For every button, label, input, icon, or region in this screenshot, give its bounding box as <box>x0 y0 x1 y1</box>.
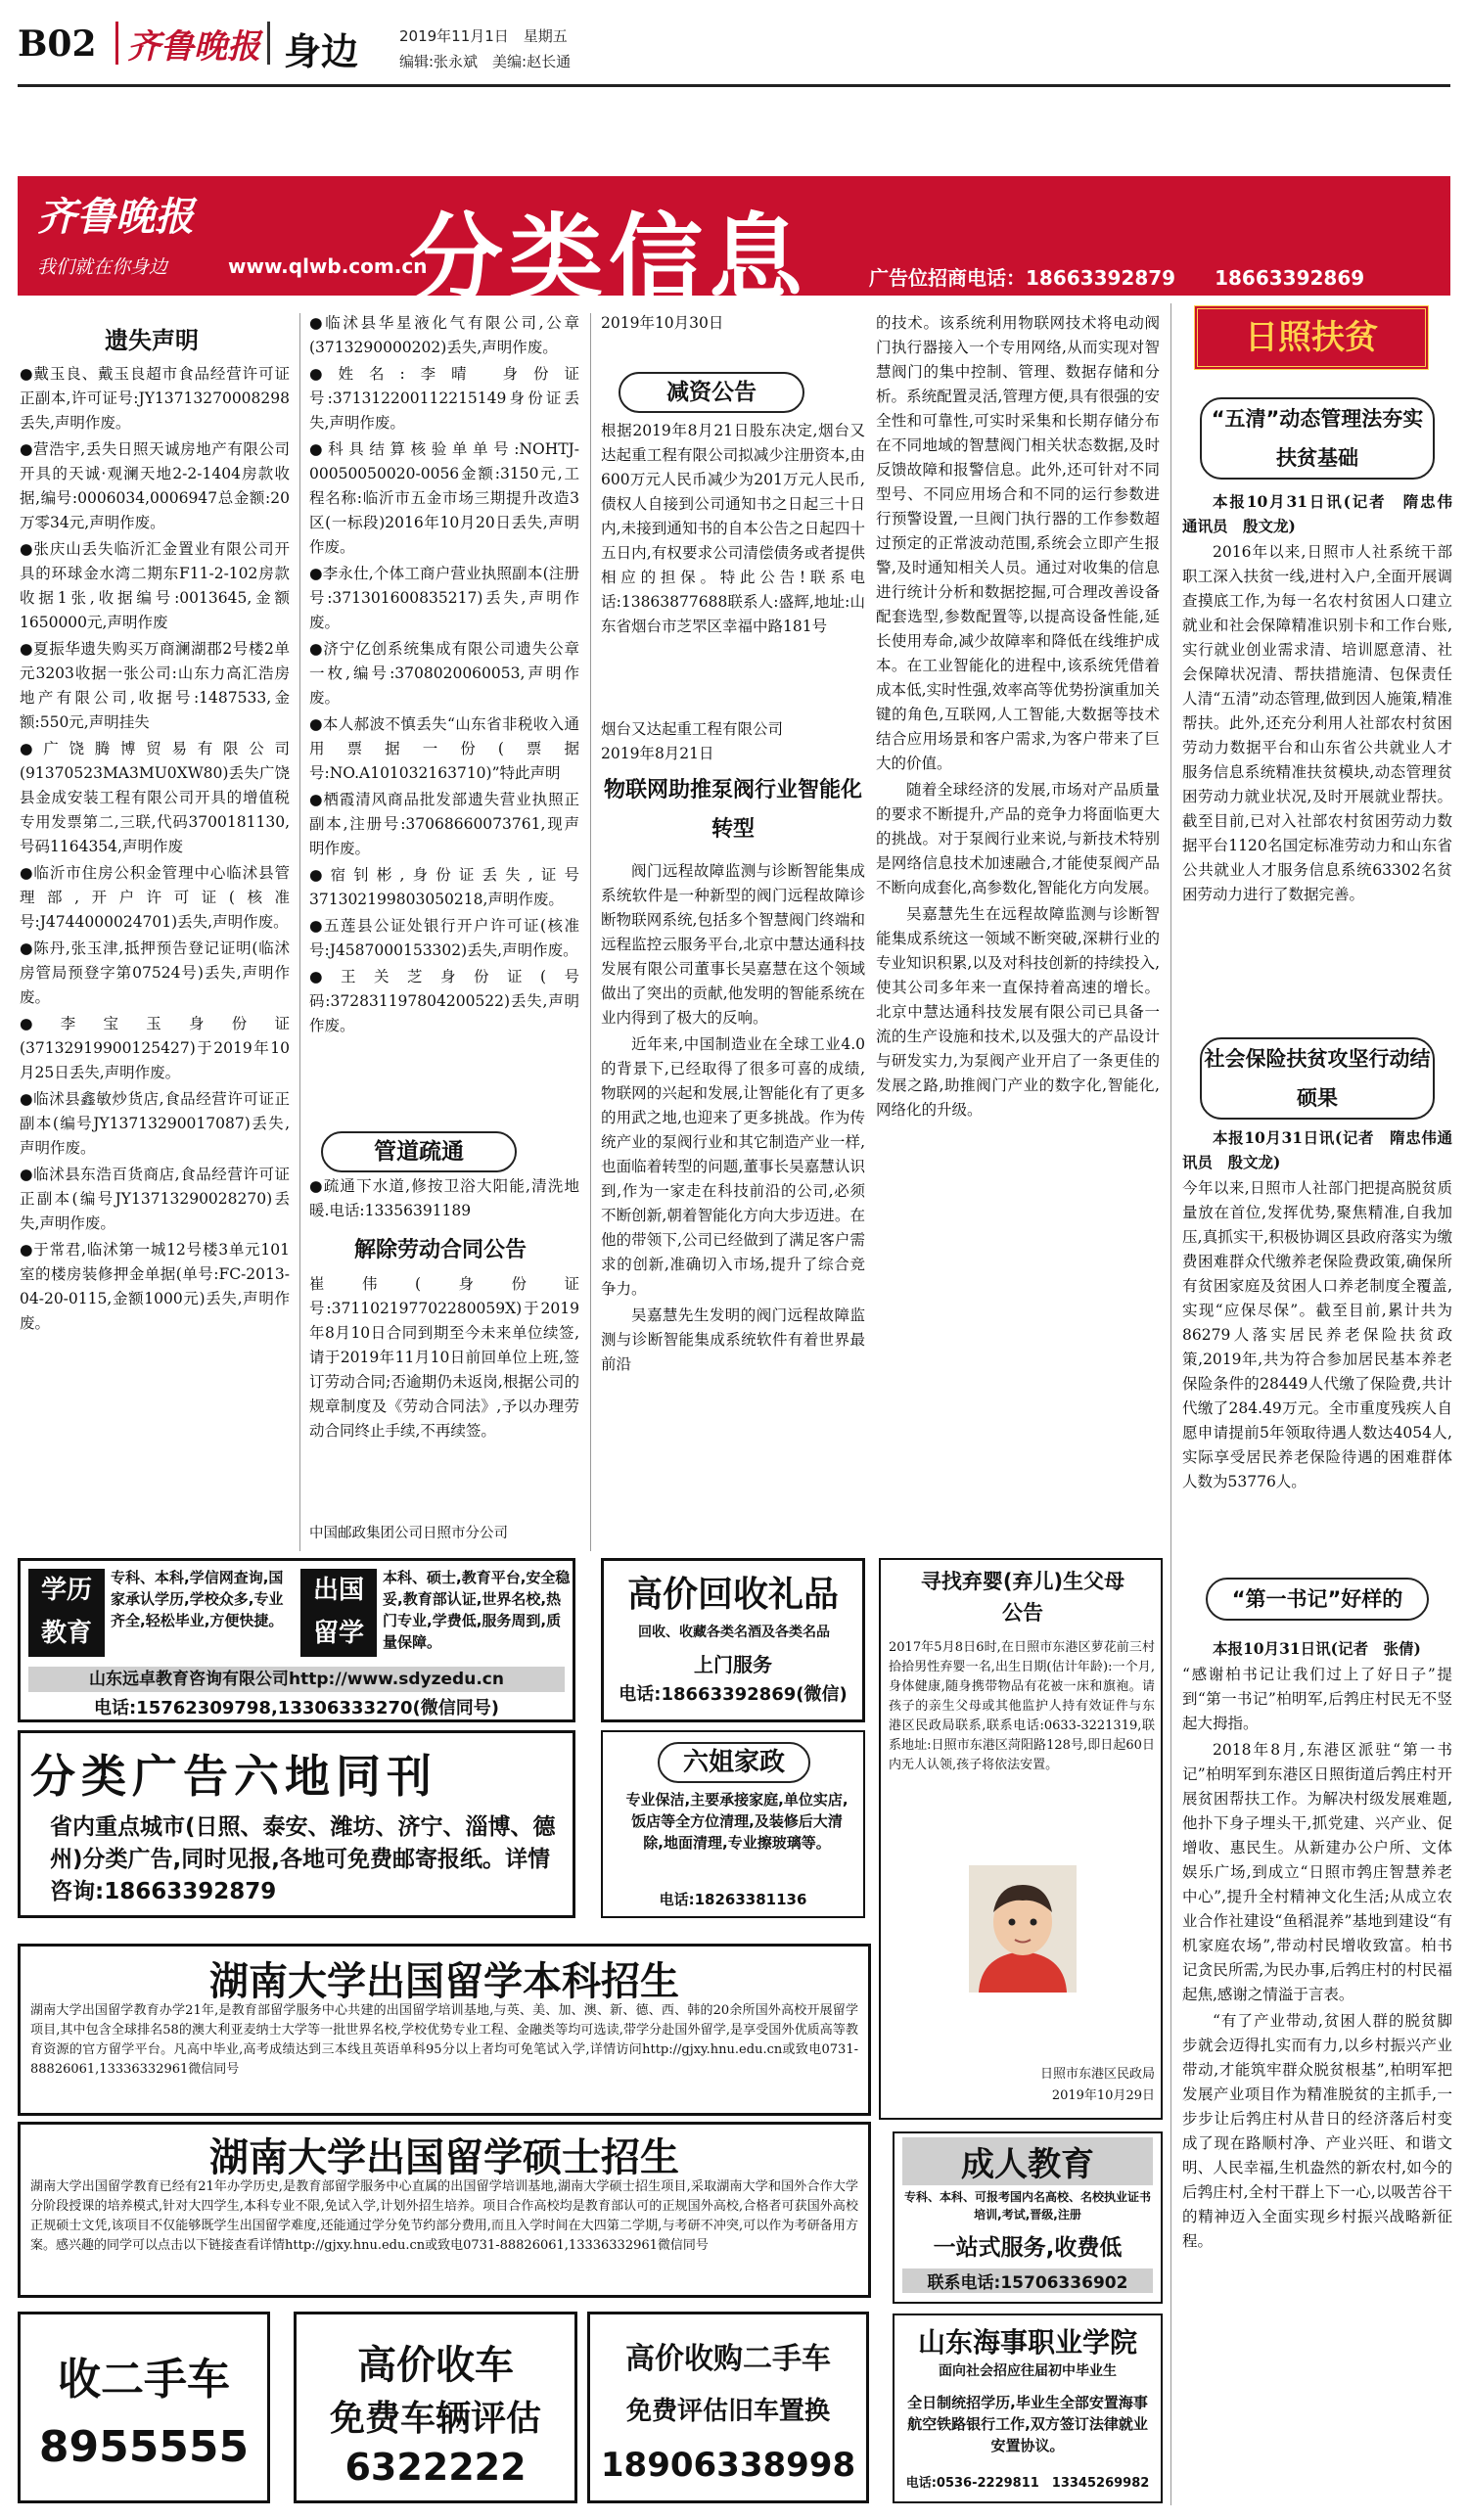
reduce-capital-signer: 烟台又达起重工程有限公司 <box>601 720 784 738</box>
adult-edu-phone: 联系电话:15706336902 <box>902 2268 1153 2293</box>
page-header <box>0 0 1468 78</box>
reduce-capital-heading: 减资公告 <box>619 372 804 413</box>
used-car-sub: 免费评估旧车置换 <box>625 2397 830 2426</box>
pipe-heading: 管道疏通 <box>321 1131 517 1172</box>
edu-phone: 电话:15762309798,13306333270(微信同号) <box>93 1698 500 1718</box>
edu-label-1: 学历 <box>40 1576 92 1605</box>
iot-paragraph: 吴嘉慧先生发明的阀门远程故障监测与诊断智能集成系统软件有着世界最前沿 <box>601 1306 865 1373</box>
used-car-phone: 18906338998 <box>600 2446 856 2485</box>
notice-item: ●于常君,临沭第一城12号楼3单元101室的楼房装修押金单据(单号:FC-2013-04-20-0115,金额1000元)丢失,声明作废。 <box>20 1241 290 1332</box>
banner-contact: 广告位招商电话：18663392879 18663392869 <box>869 266 1365 290</box>
article-body: “有了产业带动,贫困人群的脱贫脚步就会迈得扎实而有力,以乡村振兴产业带动,才能筑牢群众脱贫根基”,柏明军把发展产业项目作为精准脱贫的主抓手,一步步让后鹁庄村从昔日的经济落后村变成了现在路顺村净、产业兴旺、和谐文明、人民幸福,生机盎然的新农村,如今的后鹁庄村,全村干群上下一心,以吸苦谷干的精神迈入全面实现乡村振兴战略新征程。 <box>1182 2012 1452 2250</box>
six-cities-ad <box>18 1730 575 1918</box>
reduce-capital-text: 根据2019年8月21日股东决定,烟台又达起重工程有限公司拟减少注册资本,由600万元人民币减少为201万元人民币,债权人自接到公司通知书之日起三十日内,未接到通知书的自本公告之日起四十五日内,有权要求公司清偿债务或者提供相应的担保。特此公告!联系电话:13863877688联系人:盛辉,地址:山东省烟台市芝罘区幸福中路181号 <box>601 422 865 635</box>
article-2 <box>1182 1125 1452 1576</box>
notice-item: ●营浩宇,丢失日照天诚房地产有限公司开具的天诚·观澜天地2-2-1404房款收据,编号:0006034,0006947总金额:20万零34元,声明作废。 <box>20 440 290 531</box>
marine-college-sub: 面向社会招应往届初中毕业生 <box>939 2363 1117 2379</box>
iot-heading: 物联网助推泵阀行业智能化转型 <box>603 778 862 842</box>
edu-company: 山东远卓教育咨询有限公司http://www.sdyzedu.cn <box>28 1667 565 1692</box>
lost-notice-heading: 遗失声明 <box>105 327 199 354</box>
iot-paragraph: 阀门远程故障监测与诊断智能集成系统软件是一种新型的阀门远程故障诊断物联网系统,包括多个智慧阀门终端和远程监控云服务平台,北京中慧达通科技发展有限公司董事长吴嘉慧在这个领域做出了突出的贡献,他发明的智能系统在业内得到了极大的反响。 <box>601 862 865 1027</box>
article-body: 2016年以来,日照市人社系统干部职工深入扶贫一线,进村入户,全面开展调查摸底工作,为每一名农村贫困人口建立就业和社会保障精准识别卡和工作台账,实行就业创业需求清、培训愿意清、社会保障状况清、帮扶措施清、包保责任人清“五清”动态管理,做到因人施策,精准帮扶。此外,还充分利用人社部农村贫困劳动力数据平台和山东省公共就业人才服务信息系统精准扶贫模块,动态管理贫困劳动力就业状况,及时开展就业帮扶。截至目前,已对入社部农村贫困劳动力数据平台1120名国定标准劳动力和山东省公共就业人才服务信息系统63302名贫困劳动力进行了数据完善。 <box>1182 543 1452 903</box>
study-abroad-label <box>300 1569 377 1657</box>
hunan-master-text: 湖南大学出国留学教育已经有21年办学历史,是教育部留学服务中心直属的出国留学培训基地,湖南大学硕士招生项目,采取湖南大学和国外合作大学分阶段授课的培养模式,针对大四学生,本科专业不限,免试入学,计划外招生培养。项目合作高校均是教育部认可的正规国外高校,合格者可获国外高校正规硕士文凭,该项目不仅能够既学生出国留学难度,还能通过学分免节约部分费用,而且入学时间在大四第二学期,与考研不冲突,可以作为考研备用方案。感兴趣的同学可以点击以下链接查看详情http://gjxy.hnu.edu.cn或致电0731-88826061,13336332961微信同号 <box>30 2179 858 2253</box>
pipe-text: ●疏通下水道,修按卫浴大阳能,清洗地暖.电话:13356391189 <box>309 1177 579 1219</box>
adult-edu-tagline: 一站式服务,收费低 <box>933 2235 1123 2261</box>
notice-item: ●夏振华遗失购买万商澜湖郡2号楼2单元3203收据一张公司:山东力高汇浩房地产有限公司,收据号:1487533,金额:550元,声明挂失 <box>20 640 290 731</box>
used-car-ad-2 <box>294 2312 577 2503</box>
notice-item: ●临沂市住房公积金管理中心临沭县管理部,开户许可证(核准号:J4744000024701)丢失,声明作废。 <box>20 864 290 931</box>
used-car-sub: 免费车辆评估 <box>329 2399 541 2439</box>
hunan-undergrad-ad <box>18 1944 871 2116</box>
notice-item: ●临沭县东浩百货商店,食品经营许可证正副本(编号JY13713290028270)丢失,声明作废。 <box>20 1166 290 1232</box>
gift-text: 回收、收藏各类名酒及各类名品 <box>638 1625 830 1640</box>
edu-label <box>28 1569 105 1657</box>
adult-education-ad <box>893 2131 1163 2304</box>
article-body: “感谢柏书记让我们过上了好日子”提到“第一书记”柏明军,后鹁庄村民无不竖起大拇指。 <box>1182 1666 1452 1732</box>
notice-item: ●科具结算核验单单号:NOHTJ-00050050020-0056金额:3150元,工程名称:临沂市五金市场三期提升改造3区(一标段)2016年10月20日丢失,声明作废。 <box>309 440 579 556</box>
notice-item: ●王关芝身份证(号码:372831197804200522)丢失,声明作废。 <box>309 968 579 1034</box>
study-abroad-label-1: 出国 <box>312 1576 364 1605</box>
abandoned-text: 2017年5月8日6时,在日照市东港区萝花前三村拾拾男性弃婴一名,出生日期(估计年龄):一个月,身体健康,随身携带物品有花被一床和旗袍。请孩子的亲生父母或其他监护人持有效证件与东港区民政局联系,联系电话:0633-3221319,联系地址:日照市东港区菏阳路128号,即日起60日内无人认领,孩子将依法安置。 <box>889 1640 1155 1772</box>
six-cities-text: 省内重点城市(日照、泰安、潍坊、济宁、淄博、德州)分类广告,同时见报,各地可免费邮寄报纸。详情咨询:18663392879 <box>50 1814 556 1904</box>
banner-title: 分类信息 <box>409 204 808 313</box>
iot-paragraph: 吴嘉慧先生在远程故障监测与诊断智能集成系统这一领域不断突破,深耕行业的专业知识积累,以及对科技创新的持续投入,使其公司多年来一直保持着高速的增长。北京中慧达通科技发展有限公司已具备一流的生产设施和技术,以及强大的产品设计与研发实力,为泵阀产业开启了一条更佳的发展之路,助推阀门产业的数字化,智能化,网络化的升级。 <box>876 905 1160 1119</box>
housekeeping-phone: 电话:18263381136 <box>659 1891 807 1908</box>
byline: 本报10月31日讯(记者 隋忠伟通讯员 殷文龙) <box>1182 1128 1452 1171</box>
header-rule <box>18 84 1450 87</box>
notice-item: ●临沭县华星液化气有限公司,公章(3713290000202)丢失,声明作废。 <box>309 314 579 356</box>
used-car-ad-3 <box>587 2312 869 2503</box>
abandoned-date: 2019年10月29日 <box>1051 2088 1155 2103</box>
notice-item: ●栖霞清风商品批发部遗失营业执照正副本,注册号:37068660073761,现声明作废。 <box>309 791 579 857</box>
notice-item: ●五莲县公证处银行开户许可证(核准号:J4587000153302)丢失,声明作废。 <box>309 917 579 959</box>
page-number: B02 <box>18 23 97 65</box>
abandoned-child-notice <box>879 1558 1163 2120</box>
notice-date: 2019年10月30日 <box>601 314 724 332</box>
gift-service: 上门服务 <box>694 1653 772 1676</box>
education-ad <box>18 1558 575 1722</box>
housekeeping-text: 专业保洁,主要承接家庭,单位实店,饭店等全方位清理,及装修后大清除,地面清理,专业擦玻璃等。 <box>625 1791 849 1852</box>
banner-logo: 齐鲁晚报 <box>37 194 194 240</box>
notice-item: ●张庆山丢失临沂汇金置业有限公司开具的环球金水湾二期东F11-2-102房款收据1张,收据编号:0013645,金额1650000元,声明作废 <box>20 540 290 631</box>
marine-college-phone: 电话:0536-2229811 13345269982 <box>905 2476 1150 2491</box>
byline: 本报10月31日讯(记者 隋忠伟 通讯员 殷文龙) <box>1182 492 1468 535</box>
used-car-title: 收二手车 <box>58 2355 230 2405</box>
article-heading: 社会保险扶贫攻坚行动结硕果 <box>1200 1037 1435 1120</box>
poverty-badge: 日照扶贫 <box>1194 305 1429 370</box>
notice-item: ●李永仕,个体工商户营业执照副本(注册号:371301600835217)丢失,声明作废。 <box>309 565 579 631</box>
article-heading: “第一书记”好样的 <box>1206 1578 1429 1621</box>
section-name: 身边 <box>284 30 359 73</box>
housekeeping-title: 六姐家政 <box>658 1742 810 1783</box>
iot-article-continued <box>876 311 1160 1549</box>
reduce-capital-date: 2019年8月21日 <box>601 745 714 762</box>
article-body: 2018年8月,东港区派驻“第一书记”柏明军到东港区日照街道后鹁庄村开展贫困帮扶工作。为解决村级发展难题,他扑下身子埋头干,抓党建、兴产业、促增收、惠民生。从新建办公户所、文体娱乐广场,到成立“日照市鹁庄智慧养老中心”,提升全村精神文化生活;从成立农业合作社建设“鱼稻混养”基地到建设“有机家庭农场”,带动村民增收致富。柏书记贪民所需,为民办事,后鹁庄村的村民福起焦,感谢之情溢于言表。 <box>1182 1741 1452 2003</box>
child-photo <box>969 1865 1077 1993</box>
marine-college-text: 全日制统招学历,毕业生全部安置海事航空铁路银行工作,双方签订法律就业安置协议。 <box>907 2394 1148 2454</box>
byline: 本报10月31日讯(记者 张倩) <box>1213 1639 1421 1658</box>
study-abroad-label-2: 留学 <box>312 1619 364 1648</box>
article-3 <box>1182 1636 1452 2505</box>
housekeeping-ad <box>601 1730 865 1918</box>
issue-meta <box>399 23 571 74</box>
notice-item: ●临沭县鑫敏炒货店,食品经营许可证正副本(编号JY13713290017087)丢失,声明作废。 <box>20 1090 290 1157</box>
iot-paragraph: 近年来,中国制造业在全球工业4.0的背景下,已经取得了很多可喜的成绩,物联网的兴起和发展,让智能化有了更多的用武之地,也迎来了更多挑战。作为传统产业的泵阀行业和其它制造产业一样,也面临着转型的问题,董事长吴嘉慧认识到,作为一家走在科技前沿的公司,必须不断创新,朝着智能化方向大步迈进。在他的带领下,公司已经做到了满足客户需求的创新,准确切入市场,提升了综合竞争力。 <box>601 1035 865 1298</box>
used-car-phone: 6322222 <box>344 2446 527 2489</box>
column-rule <box>299 313 300 1551</box>
section-banner <box>18 176 1450 313</box>
marine-college-ad <box>893 2314 1163 2503</box>
iot-article <box>601 859 865 1549</box>
contract-heading: 解除劳动合同公告 <box>353 1238 527 1262</box>
iot-paragraph: 的技术。该系统利用物联网技术将电动阀门执行器接入一个专用网络,从而实现对智慧阀门的集中控制、管理、数据存储和分析。系统配置灵活,管理方便,具有很强的安全性和可靠性,可实时采集和长期存储分布在不同地域的智慧阀门相关状态数据,及时反馈故障和报警信息。此外,还可针对不同型号、不同应用场合和不同的运行参数进行预警设置,一旦阀门执行器的工作参数超过预定的正常波动范围,系统会立即产生报警,及时通知相关人员。通过对收集的信息进行统计分析和数据挖掘,可合理改善设备配套选型,参数配置等,以提高设备性能,延长使用寿命,减少故障率和降低在线维护成本。在工业智能化的进程中,该系统凭借着成本低,实时性强,效率高等优势扮演重加关键的角色,互联网,人工智能,大数据等技术结合应用场景和客户需求,为客户带来了巨大的价值。 <box>876 314 1160 772</box>
hunan-master-title: 湖南大学出国留学硕士招生 <box>209 2135 679 2180</box>
divider <box>267 22 270 65</box>
divider <box>115 22 118 65</box>
notice-item: ●广饶腾博贸易有限公司(91370523MA3MU0XW80)丢失广饶县金成安装工程有限公司开具的增值税专用发票第二,三联,代码3700181130,号码1164354,声明作废 <box>20 740 290 855</box>
used-car-ad-1 <box>18 2312 270 2503</box>
notice-item: ●姓名:李晴 身份证号:371312200112215149身份证丢失,声明作废。 <box>309 365 579 432</box>
column-rule <box>1170 303 1171 2505</box>
used-car-title: 高价收车 <box>357 2343 514 2388</box>
newspaper-name: 齐鲁晚报 <box>127 27 260 67</box>
lost-notice-list <box>20 362 290 1551</box>
notice-item: ●戴玉良、戴玉良超市食品经营许可证正副本,许可证号:JY13713270008298丢失,声明作废。 <box>20 365 290 432</box>
column-rule <box>590 313 591 1551</box>
contract-text: 崔伟(身份证号:371102197702280059X)于2019年8月10日合同到期至今未来单位续签,请于2019年11月10日前回单位上班,签订劳动合同;否逾期仍未返岗,根据公司的规章制度及《劳动合同法》,予以办理劳动合同终止手续,不再续签。 <box>309 1275 579 1440</box>
contract-signer: 中国邮政集团公司日照市分公司 <box>309 1526 508 1541</box>
adult-edu-text: 专科、本科、可报考国内名高校、名校执业证书培训,考试,晋级,注册 <box>903 2190 1151 2222</box>
banner-url: www.qlwb.com.cn <box>228 254 428 278</box>
six-cities-title: 分类广告六地同刊 <box>30 1750 437 1803</box>
lost-notice-list-2 <box>309 311 579 1123</box>
adult-edu-title: 成人教育 <box>902 2137 1153 2185</box>
gift-recycling-ad <box>601 1558 865 1722</box>
used-car-phone: 8955555 <box>38 2422 250 2472</box>
used-car-title: 高价收购二手车 <box>625 2342 831 2376</box>
article-body: 今年以来,日照市人社部门把提高脱贫质量放在首位,发挥优势,聚焦精准,自我加压,真抓实干,积极协调区县政府落实为缴费困难群众代缴养老保险费政策,确保所有贫困家庭及贫困人口养老制度全覆盖,实现“应保尽保”。截至目前,累计共为86279人落实居民养老保险扶贫政策,2019年,共为符合参加居民基本养老保险条件的28449人代缴了保险费,共计代缴了284.49万元。全市重度残疾人自愿申请提前5年领取待遇人数达4054人,实际享受居民养老保险待遇的困难群体人数为53776人。 <box>1182 1179 1452 1490</box>
editors: 编辑:张永斌 美编:赵长通 <box>399 53 572 70</box>
notice-item: ●济宁亿创系统集成有限公司遗失公章一枚,编号:3708020060053,声明作废。 <box>309 640 579 707</box>
issue-date: 2019年11月1日 星期五 <box>399 27 568 45</box>
abandoned-signer: 日照市东港区民政局 <box>1039 2067 1155 2082</box>
edu-text: 专科、本科,学信网查询,国家承认学历,学校众多,专业齐全,轻松毕业,方便快捷。 <box>111 1569 284 1629</box>
notice-item: ●本人郝波不慎丢失“山东省非税收入通用票据一份(票据号:NO.A101032163710)”特此声明 <box>309 715 579 782</box>
notice-item: ●宿钊彬,身份证丢失,证号371302199803050218,声明作废。 <box>309 866 579 908</box>
child-photo-image <box>969 1865 1077 1993</box>
hunan-master-ad <box>18 2122 871 2298</box>
gift-phone: 电话:18663392869(微信) <box>619 1684 848 1705</box>
hunan-undergrad-title: 湖南大学出国留学本科招生 <box>209 1959 679 2004</box>
article-heading: “五清”动态管理法夯实扶贫基础 <box>1200 397 1435 480</box>
banner-slogan: 我们就在你身边 <box>37 256 168 278</box>
notice-item: ●李宝玉身份证(37132919900125427)于2019年10月25日丢失,声明作废。 <box>20 1015 290 1081</box>
hunan-undergrad-text: 湖南大学出国留学教育办学21年,是教育部留学服务中心共建的出国留学培训基地,与英、美、加、澳、新、德、西、韩的20余所国外高校开展留学项目,其中包含全球排名58的澳大利亚麦纳士大学等一批世界名校,学校优势专业工程、金融类等均可选读,带学分赴国外留学,是享受国外优质高等教育资源的官方留学平台。凡高中毕业,高考成绩达到三本线且英语单科95分以上者均可免笔试入学,详情访问http://gjxy.hnu.edu.cn或致电0731-88826061,13336332961微信同号 <box>30 2003 858 2077</box>
marine-college-title: 山东海事职业学院 <box>917 2326 1137 2359</box>
edu-label-2: 教育 <box>40 1619 92 1648</box>
notice-item: ●陈丹,张玉津,抵押预告登记证明(临沭房管局预登字第07524号)丢失,声明作废。 <box>20 939 290 1006</box>
gift-title: 高价回收礼品 <box>626 1575 839 1615</box>
study-abroad-text: 本科、硕士,教育平台,安全稳妥,教育部认证,世界名校,热门专业,学费低,服务周到,质量保障。 <box>383 1569 571 1651</box>
article-1 <box>1182 489 1468 1018</box>
abandoned-heading: 寻找弃婴(弃儿)生父母公告 <box>920 1570 1125 1625</box>
iot-paragraph: 随着全球经济的发展,市场对产品质量的要求不断提升,产品的竞争力将面临更大的挑战。对于泵阀行业来说,与新技术特别是网络信息技术加速融合,才能使泵阀产品不断向成套化,高参数化,智能化方向发展。 <box>876 781 1160 896</box>
